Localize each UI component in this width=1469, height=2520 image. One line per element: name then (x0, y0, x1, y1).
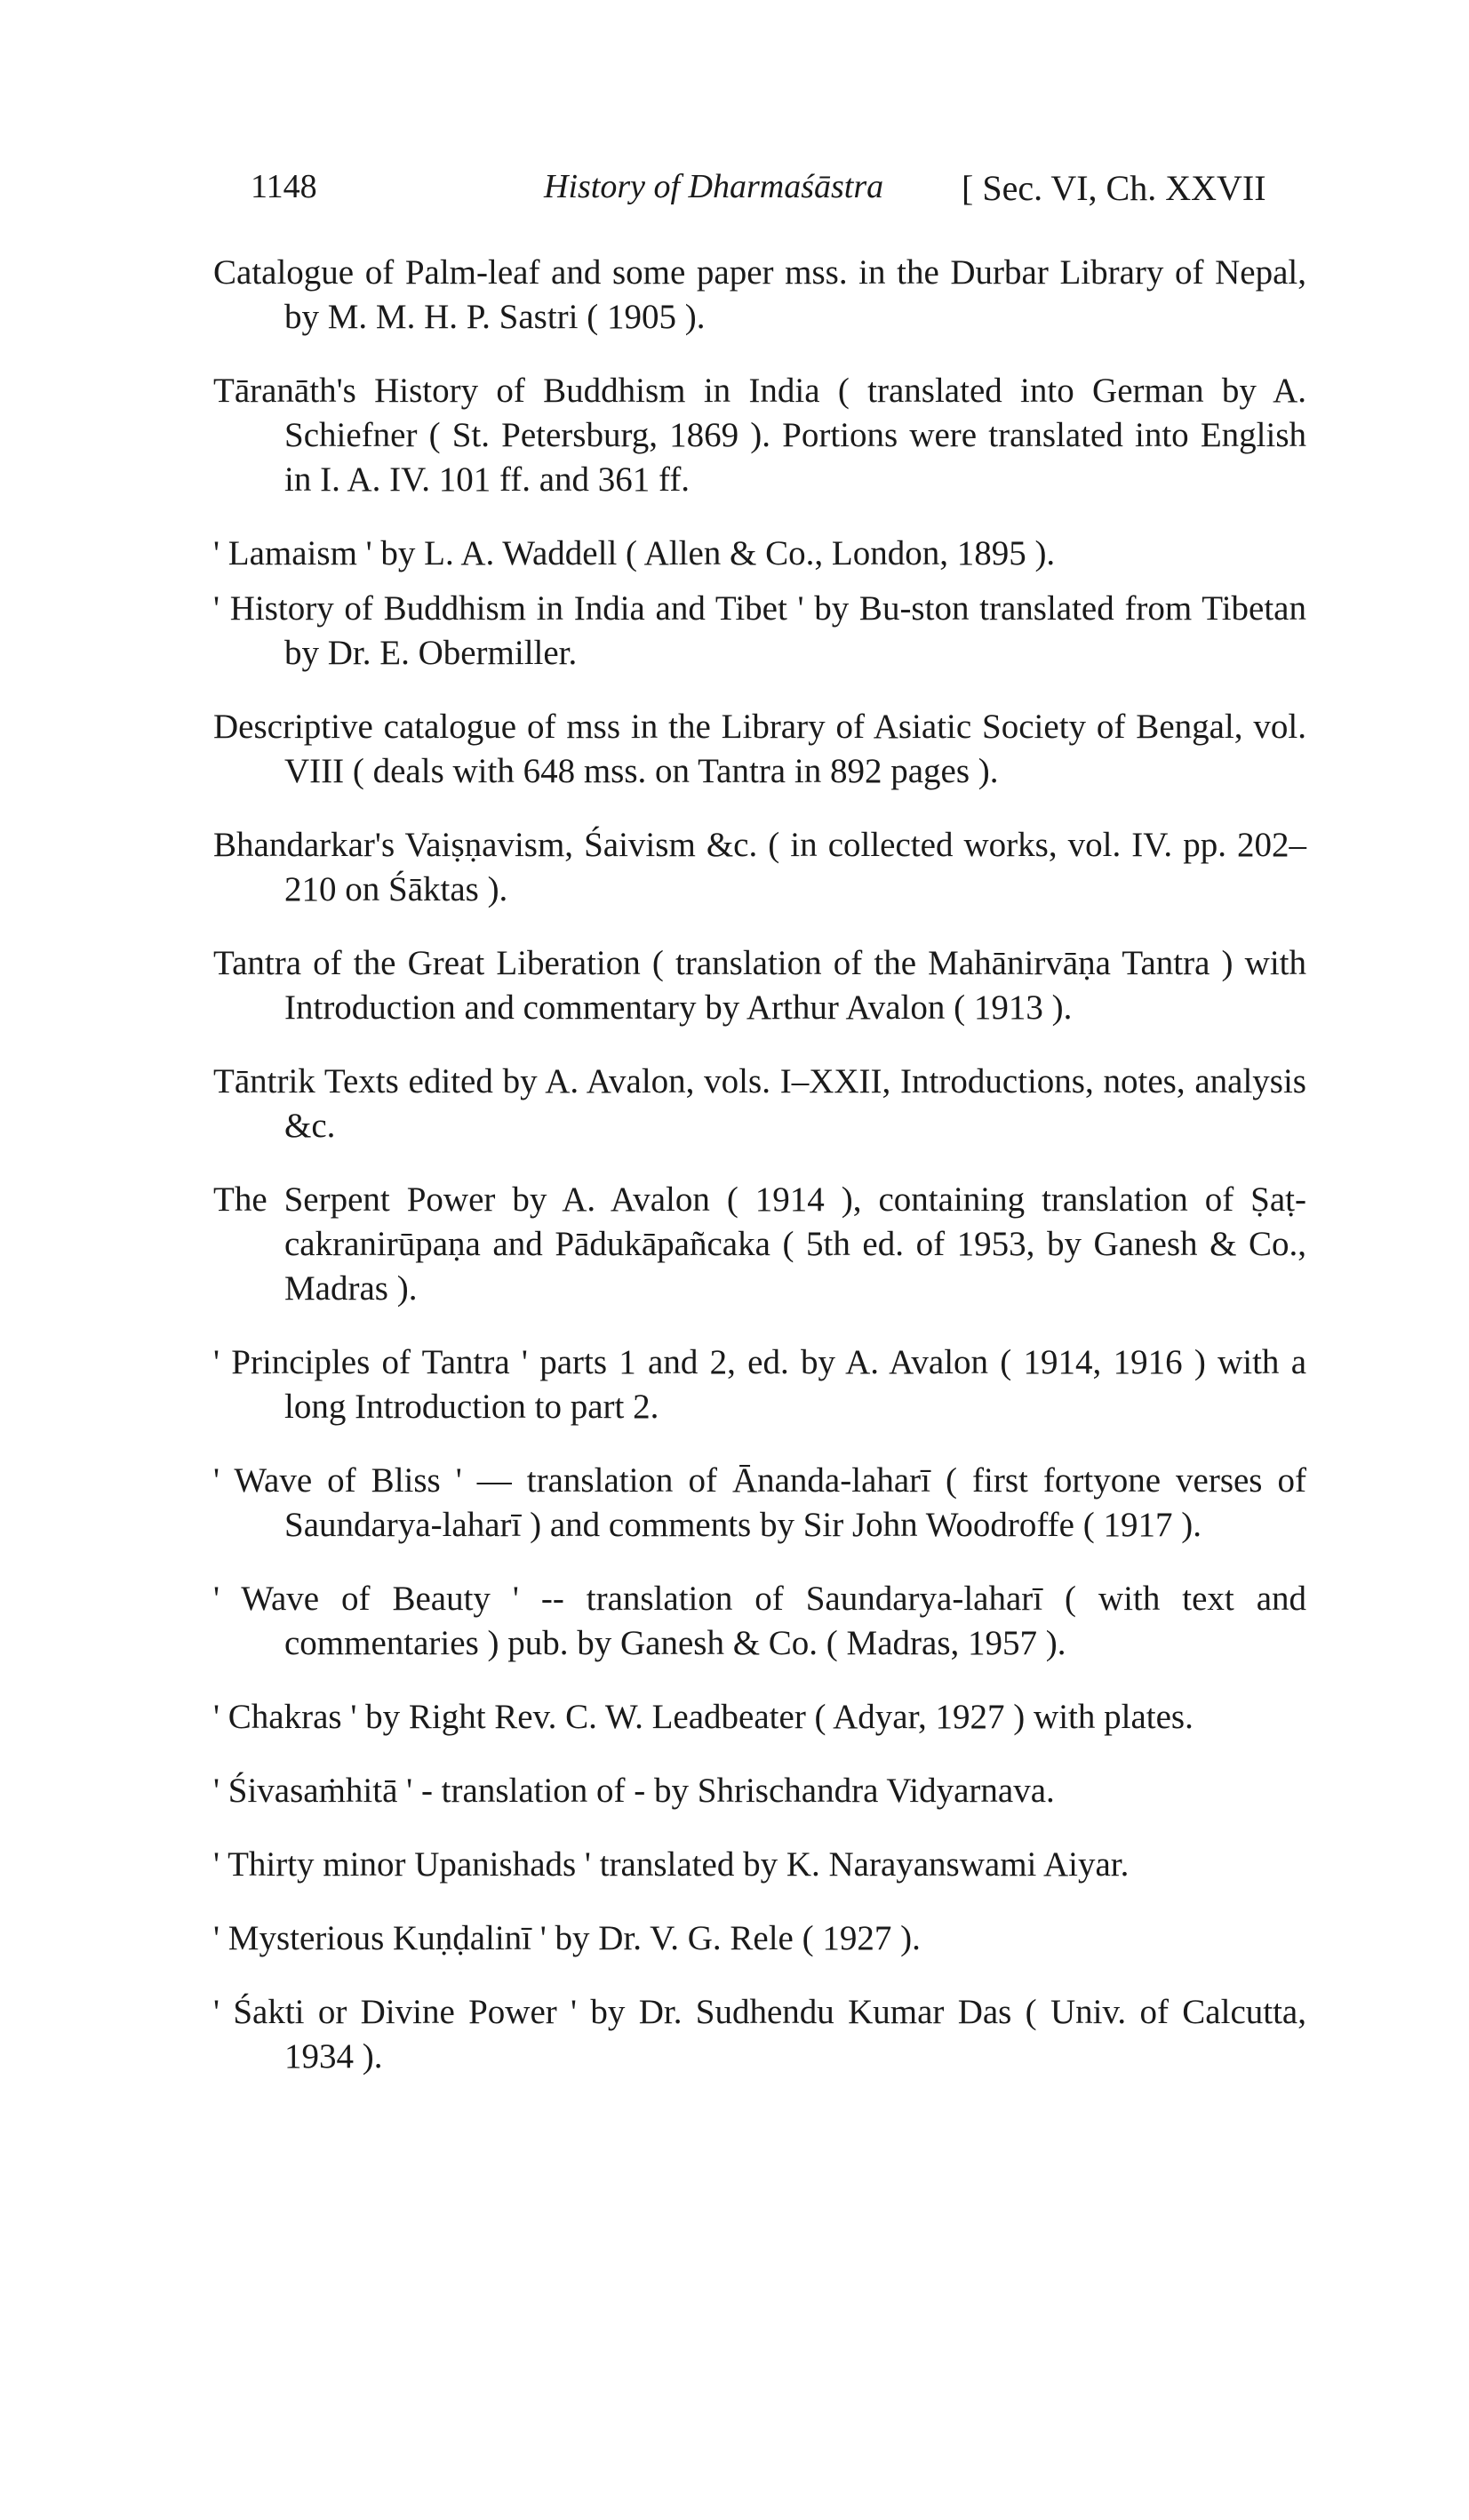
bibliography-entry: ' Mysterious Kuṇḍalinī ' by Dr. V. G. Rele ( 1927 ). (213, 1919, 921, 1957)
bibliography-entry: Catalogue of Palm-leaf and some paper mss. in the Durbar Library of Nepal, by M. M. H. P. Sastri ( 1905 ). (213, 253, 1306, 336)
bibliography-entry: Descriptive catalogue of mss in the Library of Asiatic Society of Bengal, vol. VIII ( deals with 648 mss. on Tantra in 892 pages ). (213, 708, 1306, 790)
bibliography-entry: Bhandarkar's Vaiṣṇavism, Śaivism &c. ( in collected works, vol. IV. pp. 202–210 on Śāktas ). (213, 826, 1306, 908)
bibliography-entry: The Serpent Power by A. Avalon ( 1914 ), containing translation of Ṣaṭ-cakranirūpaṇa and Pādukāpañcaka ( 5th ed. of 1953, by Ganesh & Co., Madras ). (213, 1180, 1306, 1308)
bibliography-entry: ' Thirty minor Upanishads ' translated by K. Narayanswami Aiyar. (213, 1845, 1130, 1884)
bibliography-entry: ' Lamaism ' by L. A. Waddell ( Allen & Co., London, 1895 ). (213, 534, 1056, 572)
bibliography-list (213, 251, 1306, 2079)
page-header (251, 162, 1317, 215)
bibliography-entry: ' Śivasaṁhitā ' - translation of - by Shrischandra Vidyarnava. (213, 1772, 1055, 1810)
running-title: History of Dharmaśāstra (544, 168, 884, 205)
bibliography-entry: Tāntrik Texts edited by A. Avalon, vols. I–XXII, Introductions, notes, analysis &c. (213, 1062, 1306, 1145)
page-number: 1148 (251, 168, 317, 205)
bibliography-entry: ' Chakras ' by Right Rev. C. W. Leadbeater ( Adyar, 1927 ) with plates. (213, 1698, 1194, 1736)
bibliography-entry: Tāranāth's History of Buddhism in India ( translated into German by A. Schiefner ( St. Petersburg, 1869 ). Portions were translated into English in I. A. IV. 101 ff. and 361 ff. (213, 372, 1306, 499)
bibliography-entry: ' History of Buddhism in India and Tibet ' by Bu-ston translated from Tibetan by Dr. E. Obermiller. (213, 589, 1306, 672)
bibliography-entry: ' Wave of Bliss ' — translation of Ānanda-laharī ( first fortyone verses of Saundarya-laharī ) and comments by Sir John Woodroffe ( 1917 ). (213, 1461, 1306, 1544)
bibliography-entry: ' Principles of Tantra ' parts 1 and 2, ed. by A. Avalon ( 1914, 1916 ) with a long Introduction to part 2. (213, 1343, 1306, 1426)
bibliography-entry: Tantra of the Great Liberation ( translation of the Mahānirvāṇa Tantra ) with Introduction and commentary by Arthur Avalon ( 1913 ). (213, 944, 1306, 1027)
bibliography-entry: ' Śakti or Divine Power ' by Dr. Sudhendu Kumar Das ( Univ. of Calcutta, 1934 ). (213, 1993, 1306, 2076)
bibliography-entry: ' Wave of Beauty ' -- translation of Saundarya-laharī ( with text and commentaries ) pub. by Ganesh & Co. ( Madras, 1957 ). (213, 1580, 1306, 1662)
section-reference: [ Sec. VI, Ch. XXVII (962, 168, 1266, 208)
